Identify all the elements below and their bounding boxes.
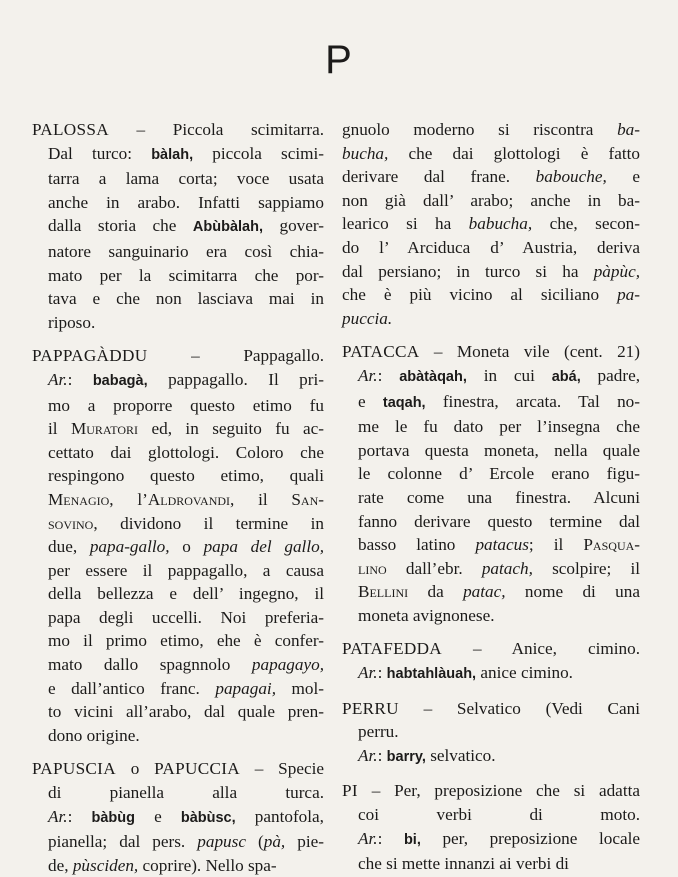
- entry-headword: PAPUCCIA: [154, 759, 240, 779]
- entry-line: [342, 661, 640, 687]
- entry-line: [32, 417, 324, 441]
- entry-line: [32, 368, 324, 394]
- entry-headword: PI: [342, 781, 358, 801]
- entry-line: [342, 165, 640, 189]
- arabic-term: babagà,: [92, 372, 148, 389]
- entry-text: mo il primo etimo, ehe è confer-: [48, 631, 324, 651]
- entry-line: [32, 240, 324, 264]
- arabic-term: barry,: [386, 748, 426, 765]
- entry-text: me le fu dato per l’insegna che: [358, 417, 640, 437]
- entry-text: piccola scimi-: [193, 143, 324, 163]
- entry-text: patach,: [481, 558, 533, 578]
- entry-text: pàpùc,: [593, 261, 640, 281]
- entry-text: e: [606, 167, 640, 187]
- entry-text: to vicini all’arabo, dal quale pren-: [48, 702, 324, 722]
- entry-text: perru.: [358, 722, 399, 742]
- entry-text: San-: [291, 489, 324, 509]
- entry-text: pa-: [617, 285, 640, 305]
- entry-text: mato per la scimitarra che por-: [48, 265, 324, 285]
- entry-text: , dividono il termine in: [93, 513, 324, 533]
- entry-text: – Piccola scimitarra.: [108, 120, 324, 139]
- entry-headword: PATACCA: [342, 342, 420, 362]
- entry-text: cettato dai glottologi. Coloro che: [48, 442, 324, 462]
- entry-text: tarra a lama corta; voce usata: [48, 169, 324, 189]
- entry-text: della bellezza e dell’ ingegno, il: [48, 584, 324, 604]
- entry-text: , il: [230, 489, 292, 509]
- left-column: [32, 118, 324, 877]
- entry-text: Ar.: [48, 806, 68, 826]
- entry-line: [32, 724, 324, 748]
- entry-text: :: [377, 365, 400, 385]
- entry-text: tava e che non lasciava mai in: [48, 289, 324, 309]
- entry-text: che si mette innanzi ai verbi di: [358, 854, 569, 874]
- entry-line: [32, 488, 324, 512]
- entry-text: Aldrovandi: [147, 489, 231, 509]
- entry-text: – Specie: [239, 759, 324, 779]
- entry-line: [342, 212, 640, 236]
- entry-line: [342, 283, 640, 307]
- entry-text: babouche,: [535, 167, 607, 187]
- entry-line: [32, 344, 324, 368]
- entry-text: pappagallo. Il pri-: [147, 369, 324, 389]
- entry-text: mato dallo spagnnolo: [48, 655, 252, 675]
- entry-text: mol-: [276, 678, 325, 698]
- entry-text: che è più vicino al siciliano: [342, 285, 618, 305]
- entry-text: selvatico.: [425, 745, 496, 765]
- entry-text: riposo.: [48, 312, 96, 332]
- entry-line: [32, 464, 324, 488]
- entry-line: [342, 852, 640, 876]
- entry-line: [32, 677, 324, 701]
- dictionary-entry-patacca: [342, 340, 640, 627]
- entry-text: coi verbi di moto.: [358, 805, 640, 825]
- dictionary-entry-patafedda: [342, 637, 640, 686]
- entry-line: [342, 340, 640, 364]
- entry-text: gover-: [263, 216, 324, 236]
- page-letter: P: [325, 38, 353, 82]
- entry-line: [32, 167, 324, 191]
- entry-headword: PERRU: [342, 698, 399, 718]
- arabic-term: bàlah,: [151, 146, 194, 163]
- entry-text: :: [67, 806, 92, 826]
- entry-line: [32, 582, 324, 606]
- entry-text: e: [134, 806, 181, 826]
- entry-text: in cui: [466, 365, 552, 385]
- arabic-term: bàbùg: [91, 809, 135, 826]
- entry-line: [342, 557, 640, 581]
- entry-line: [342, 462, 640, 486]
- entry-text: patacus: [475, 535, 529, 555]
- arabic-term: bi,: [403, 831, 421, 848]
- entry-line: [342, 390, 640, 416]
- entry-line: [342, 415, 640, 439]
- entry-line: [342, 439, 640, 463]
- entry-line: [342, 779, 640, 803]
- entry-text: papa del gallo,: [203, 537, 324, 557]
- entry-text: che, secon-: [532, 214, 640, 234]
- dictionary-entry-papuscia: [32, 757, 324, 877]
- entry-line: [32, 191, 324, 215]
- entry-text: coprire). Nello spa-: [138, 855, 277, 875]
- entry-text: di pianella alla turca.: [48, 783, 324, 803]
- entry-text: do l’ Arciduca d’ Austria, deriva: [342, 237, 640, 257]
- entry-text: e: [358, 391, 383, 411]
- entry-text: basso latino: [358, 535, 476, 555]
- entry-text: padre,: [580, 365, 641, 385]
- entry-text: natore sanguinario era così chia-: [48, 241, 324, 261]
- entry-text: papagayo,: [251, 655, 324, 675]
- entry-text: – Anice, cimino.: [442, 639, 640, 659]
- entry-line: [342, 260, 640, 284]
- entry-text: – Pappagallo.: [147, 346, 324, 366]
- entry-line: [32, 535, 324, 559]
- entry-text: de,: [48, 855, 73, 875]
- entry-text: , l’: [109, 489, 148, 509]
- entry-line: [342, 697, 640, 721]
- entry-text: dall’ebr.: [386, 558, 482, 578]
- entry-text: :: [377, 745, 387, 765]
- entry-text: Muratori: [70, 419, 139, 439]
- entry-text: :: [377, 663, 387, 683]
- entry-line: [32, 118, 324, 142]
- entry-text: mo a proporre questo etimo fu: [48, 395, 324, 415]
- arabic-term: bàbùsc,: [180, 809, 236, 826]
- entry-text: papusc: [197, 832, 246, 852]
- entry-text: papa-gallo,: [89, 537, 170, 557]
- entry-text: papa degli uccelli. Noi preferia-: [48, 607, 324, 627]
- entry-line: [32, 214, 324, 240]
- entry-text: respingono questo etimo, quali: [48, 466, 324, 486]
- entry-text: ed, in seguito fu ac-: [138, 419, 324, 439]
- entry-text: Pasqua-: [583, 535, 640, 555]
- entry-text: lino: [358, 558, 387, 578]
- entry-text: il: [48, 419, 71, 439]
- entry-line: [32, 512, 324, 536]
- entry-text: Ar.: [48, 369, 68, 389]
- entry-headword: PAPUSCIA: [32, 759, 116, 779]
- entry-headword: PAPPAGÀDDU: [32, 346, 148, 366]
- dictionary-entry-perru: [342, 697, 640, 770]
- entry-text: per essere il pappagallo, a causa: [48, 560, 324, 580]
- entry-text: Dal turco:: [48, 143, 152, 163]
- entry-text: learico si ha: [342, 214, 469, 234]
- entry-line: [342, 604, 640, 628]
- entry-line: [32, 805, 324, 831]
- arabic-term: abàtàqah,: [399, 368, 467, 385]
- entry-line: [32, 854, 324, 877]
- entry-text: e dall’antico franc.: [48, 678, 216, 698]
- entry-text: finestra, arcata. Tal no-: [425, 391, 640, 411]
- entry-text: anche in arabo. Infatti sappiamo: [48, 192, 324, 212]
- entry-text: – Per, preposizione che si adatta: [357, 781, 640, 801]
- entry-line: [32, 781, 324, 805]
- entry-text: Ar.: [358, 663, 378, 683]
- entry-text: due,: [48, 537, 90, 557]
- entry-line: [342, 118, 640, 142]
- right-column: [342, 118, 640, 876]
- entry-line: [342, 580, 640, 604]
- entry-line: [342, 510, 640, 534]
- entry-text: anice cimino.: [476, 663, 573, 683]
- entry-text: (: [245, 832, 264, 852]
- entry-text: – Moneta vile (cent. 21): [419, 342, 640, 362]
- entry-text: o: [169, 537, 204, 557]
- entry-text: pianella; dal pers.: [48, 832, 198, 852]
- entry-line: [32, 142, 324, 168]
- entry-headword: PALOSSA: [32, 120, 109, 139]
- entry-text: :: [377, 828, 404, 848]
- entry-text: dal persiano; in turco si ha: [342, 261, 594, 281]
- dictionary-entry-papuscia-cont: [342, 118, 640, 330]
- entry-line: [32, 441, 324, 465]
- dictionary-entry-palossa: [32, 118, 324, 334]
- entry-text: pà,: [263, 832, 286, 852]
- entry-text: puccia.: [342, 308, 393, 328]
- entry-line: [342, 189, 640, 213]
- entry-text: portava questa moneta, nella quale: [358, 440, 640, 460]
- entry-text: rate come una finestra. Alcuni: [358, 487, 640, 507]
- entry-text: o: [115, 759, 155, 779]
- entry-text: :: [67, 369, 93, 389]
- entry-line: [342, 142, 640, 166]
- entry-text: Bellini: [358, 582, 409, 602]
- entry-text: fanno derivare questo termine dal: [358, 511, 640, 531]
- arabic-term: habtahlàuah,: [386, 666, 477, 683]
- entry-text: nome di una: [505, 582, 640, 602]
- arabic-term: Abùbàlah,: [192, 219, 263, 236]
- entry-line: [342, 307, 640, 331]
- entry-text: patac,: [463, 582, 506, 602]
- entry-line: [32, 311, 324, 335]
- entry-line: [32, 264, 324, 288]
- entry-text: non già dall’ arabo; anche in ba-: [342, 190, 640, 210]
- entry-text: gnuolo moderno si riscontra: [342, 120, 618, 139]
- entry-line: [342, 720, 640, 744]
- entry-line: [342, 744, 640, 770]
- arabic-term: abá,: [551, 368, 581, 385]
- entry-text: bucha,: [342, 143, 389, 163]
- entry-text: pantofola,: [235, 806, 324, 826]
- entry-text: papagai,: [215, 678, 276, 698]
- entry-line: [342, 236, 640, 260]
- entry-line: [32, 700, 324, 724]
- entry-text: babucha,: [468, 214, 533, 234]
- entry-line: [32, 830, 324, 854]
- entry-line: [342, 533, 640, 557]
- arabic-term: taqah,: [382, 394, 426, 411]
- entry-line: [342, 637, 640, 661]
- entry-line: [32, 287, 324, 311]
- entry-line: [32, 394, 324, 418]
- entry-line: [342, 364, 640, 390]
- entry-text: scolpire; il: [532, 558, 640, 578]
- entry-text: Menagio: [48, 489, 110, 509]
- entry-line: [342, 486, 640, 510]
- entry-text: sovino: [48, 513, 94, 533]
- entry-text: ; il: [528, 535, 584, 555]
- entry-text: per, preposizione locale: [420, 828, 640, 848]
- entry-line: [32, 629, 324, 653]
- entry-line: [32, 653, 324, 677]
- entry-text: Ar.: [358, 365, 378, 385]
- entry-text: ba-: [617, 120, 640, 139]
- entry-text: da: [408, 582, 464, 602]
- entry-line: [32, 559, 324, 583]
- entry-line: [32, 606, 324, 630]
- entry-headword: PATAFEDDA: [342, 639, 443, 659]
- entry-text: Ar.: [358, 828, 378, 848]
- entry-text: le colonne d’ Ercole erano figu-: [358, 464, 640, 484]
- entry-text: pùsciden,: [72, 855, 139, 875]
- entry-text: che dai glottologi è fatto: [388, 143, 640, 163]
- entry-text: – Selvatico (Vedi Cani: [398, 698, 640, 718]
- entry-text: derivare dal frane.: [342, 167, 536, 187]
- entry-text: dono origine.: [48, 725, 140, 745]
- dictionary-entry-pi: [342, 779, 640, 875]
- entry-text: pie-: [285, 832, 324, 852]
- entry-line: [342, 827, 640, 853]
- entry-line: [342, 803, 640, 827]
- entry-line: [32, 757, 324, 781]
- entry-text: dalla storia che: [48, 216, 193, 236]
- dictionary-entry-pappagaddu: [32, 344, 324, 747]
- entry-text: Ar.: [358, 745, 378, 765]
- entry-text: moneta avignonese.: [358, 605, 495, 625]
